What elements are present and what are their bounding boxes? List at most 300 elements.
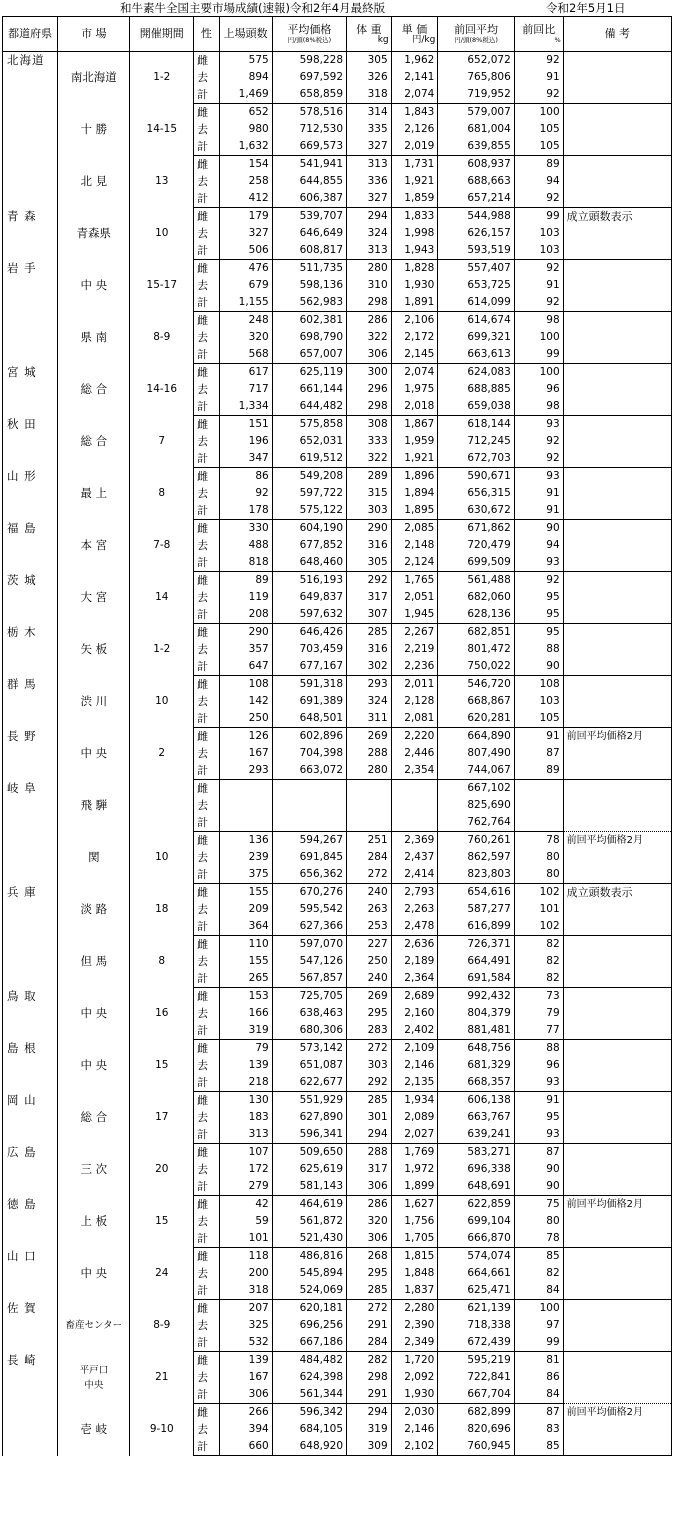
avg-price-cell: 604,190: [272, 520, 346, 538]
weight-cell: 294: [347, 1126, 392, 1144]
market-name: 大 宮: [58, 572, 130, 624]
sex-label: 去: [194, 1109, 219, 1126]
prefecture-name: 山 口: [3, 1248, 58, 1300]
weight-cell: 268: [347, 1248, 392, 1266]
unit-price-cell: 2,145: [391, 346, 438, 364]
avg-price-cell: 547,126: [272, 953, 346, 970]
table-row: [3, 572, 672, 590]
prev-avg-cell: 682,060: [438, 589, 514, 606]
weight-cell: 309: [347, 1438, 392, 1456]
unit-price-cell: [391, 780, 438, 798]
sex-label: 去: [194, 1421, 219, 1438]
unit-price-cell: 2,402: [391, 1022, 438, 1040]
avg-price-cell: 667,186: [272, 1334, 346, 1352]
avg-price-cell: 619,512: [272, 450, 346, 468]
prev-avg-cell: 654,616: [438, 884, 514, 902]
weight-cell: 333: [347, 433, 392, 450]
table-row: [3, 1092, 672, 1110]
unit-price-cell: 1,962: [391, 52, 438, 70]
prev-avg-cell: 691,584: [438, 970, 514, 988]
market-name: 平戸口 中央: [58, 1352, 130, 1404]
avg-price-cell: 652,031: [272, 433, 346, 450]
heads-cell: [219, 797, 272, 814]
avg-price-cell: 561,872: [272, 1213, 346, 1230]
sex-label: 計: [194, 1022, 219, 1040]
market-period: 1-2: [130, 52, 194, 104]
prefecture-name: 茨 城: [3, 572, 58, 624]
weight-cell: 318: [347, 86, 392, 104]
remarks-cell: [563, 1005, 671, 1022]
remarks-cell: [563, 1126, 671, 1144]
remarks-cell: [563, 953, 671, 970]
avg-price-cell: 545,894: [272, 1265, 346, 1282]
market-period: 8: [130, 468, 194, 520]
sex-label: 計: [194, 1178, 219, 1196]
prev-avg-cell: 720,479: [438, 537, 514, 554]
unit-price-cell: [391, 797, 438, 814]
market-name: 飛 騨: [58, 780, 130, 832]
sex-label: 計: [194, 866, 219, 884]
prev-avg-cell: 762,764: [438, 814, 514, 832]
market-name: 淡 路: [58, 884, 130, 936]
prev-avg-cell: 688,663: [438, 173, 514, 190]
prev-avg-cell: 593,519: [438, 242, 514, 260]
remarks-cell: [563, 710, 671, 728]
unit-price-cell: 2,793: [391, 884, 438, 902]
unit-price-cell: 2,019: [391, 138, 438, 156]
ratio-cell: 90: [514, 520, 563, 538]
sex-label: 雌: [194, 364, 219, 382]
ratio-cell: 92: [514, 572, 563, 590]
market-period: 20: [130, 1144, 194, 1196]
ratio-cell: 100: [514, 329, 563, 346]
unit-price-cell: 1,828: [391, 260, 438, 278]
weight-cell: 298: [347, 294, 392, 312]
prev-avg-cell: 681,329: [438, 1057, 514, 1074]
avg-price-label: 平均価格: [287, 23, 332, 36]
prefecture-name: 岐 阜: [3, 780, 58, 884]
prev-avg-cell: 657,214: [438, 190, 514, 208]
unit-price-label: 単 価: [401, 23, 428, 36]
col-header-sex: 性: [194, 17, 219, 52]
col-header-prev-avg: [438, 17, 514, 52]
avg-price-cell: 581,143: [272, 1178, 346, 1196]
heads-cell: 183: [219, 1109, 272, 1126]
weight-cell: 298: [347, 398, 392, 416]
remarks-cell: [563, 1144, 671, 1162]
remarks-cell: [563, 866, 671, 884]
heads-cell: 136: [219, 832, 272, 850]
sex-label: 雌: [194, 1404, 219, 1422]
avg-price-cell: 712,530: [272, 121, 346, 138]
ratio-cell: 93: [514, 1126, 563, 1144]
table-row: [3, 156, 672, 174]
market-name: 青森県: [58, 208, 130, 260]
weight-cell: 319: [347, 1421, 392, 1438]
heads-cell: 1,632: [219, 138, 272, 156]
ratio-cell: 80: [514, 1213, 563, 1230]
weight-label: 体 重: [356, 23, 382, 36]
ratio-cell: 97: [514, 1317, 563, 1334]
avg-price-cell: 516,193: [272, 572, 346, 590]
remarks-cell: [563, 173, 671, 190]
table-row: [3, 520, 672, 538]
unit-price-cell: 1,895: [391, 502, 438, 520]
sex-label: 去: [194, 1213, 219, 1230]
remarks-cell: [563, 277, 671, 294]
ratio-cell: 91: [514, 69, 563, 86]
table-row: [3, 468, 672, 486]
market-period: 7-8: [130, 520, 194, 572]
weight-cell: 313: [347, 156, 392, 174]
market-period: 1-2: [130, 624, 194, 676]
weight-cell: 320: [347, 1213, 392, 1230]
market-period: 14: [130, 572, 194, 624]
ratio-cell: 75: [514, 1196, 563, 1214]
prev-avg-cell: 668,357: [438, 1074, 514, 1092]
avg-price-cell: 680,306: [272, 1022, 346, 1040]
ratio-cell: 99: [514, 208, 563, 226]
prev-avg-cell: 807,490: [438, 745, 514, 762]
heads-cell: 151: [219, 416, 272, 434]
remarks-cell: [563, 381, 671, 398]
prev-avg-cell: 664,890: [438, 728, 514, 746]
unit-price-cell: 1,975: [391, 381, 438, 398]
market-name: 三 次: [58, 1144, 130, 1196]
sex-label: 去: [194, 69, 219, 86]
weight-cell: 292: [347, 1074, 392, 1092]
avg-price-cell: 578,516: [272, 104, 346, 122]
remarks-cell: [563, 1334, 671, 1352]
table-row: [3, 208, 672, 226]
heads-cell: 617: [219, 364, 272, 382]
sex-label: 去: [194, 1005, 219, 1022]
heads-cell: 319: [219, 1022, 272, 1040]
weight-cell: 240: [347, 884, 392, 902]
remarks-cell: [563, 121, 671, 138]
ratio-cell: 100: [514, 104, 563, 122]
unit-price-cell: 1,896: [391, 468, 438, 486]
page-title: 和牛素牛全国主要市場成績(速報)令和2年4月最終版: [120, 1, 386, 15]
ratio-cell: 85: [514, 1438, 563, 1456]
weight-cell: 272: [347, 866, 392, 884]
prev-avg-cell: 579,007: [438, 104, 514, 122]
weight-cell: 295: [347, 1005, 392, 1022]
market-name: 中 央: [58, 988, 130, 1040]
table-row: [3, 1404, 672, 1422]
weight-cell: 283: [347, 1022, 392, 1040]
market-period: 8-9: [130, 1300, 194, 1352]
ratio-cell: 99: [514, 346, 563, 364]
remarks-cell: [563, 190, 671, 208]
weight-cell: 294: [347, 1404, 392, 1422]
prev-avg-label: 前回平均: [454, 23, 499, 36]
ratio-cell: 102: [514, 918, 563, 936]
remarks-cell: [563, 450, 671, 468]
sex-label: 雌: [194, 728, 219, 746]
market-name: 渋 川: [58, 676, 130, 728]
header: [0, 0, 675, 16]
unit-price-cell: 1,859: [391, 190, 438, 208]
market-name: 中 央: [58, 728, 130, 780]
unit-price-cell: 2,146: [391, 1057, 438, 1074]
weight-cell: 308: [347, 416, 392, 434]
unit-price-cell: 1,837: [391, 1282, 438, 1300]
weight-cell: 288: [347, 745, 392, 762]
table-row: [3, 364, 672, 382]
remarks-cell: [563, 468, 671, 486]
sex-label: 計: [194, 970, 219, 988]
remarks-cell: [563, 1057, 671, 1074]
ratio-cell: [514, 797, 563, 814]
sex-label: 計: [194, 1282, 219, 1300]
market-period: 15: [130, 1040, 194, 1092]
ratio-cell: 94: [514, 537, 563, 554]
remarks-cell: [563, 676, 671, 694]
weight-cell: 324: [347, 693, 392, 710]
prev-avg-cell: 760,261: [438, 832, 514, 850]
unit-price-cell: 1,731: [391, 156, 438, 174]
avg-price-cell: 627,366: [272, 918, 346, 936]
sex-label: 雌: [194, 780, 219, 798]
heads-cell: 330: [219, 520, 272, 538]
prev-avg-cell: 639,241: [438, 1126, 514, 1144]
remarks-cell: 前回平均価格2月: [563, 832, 671, 850]
weight-cell: 293: [347, 676, 392, 694]
heads-cell: 306: [219, 1386, 272, 1404]
weight-cell: 296: [347, 381, 392, 398]
remarks-cell: [563, 312, 671, 330]
heads-cell: 250: [219, 710, 272, 728]
remarks-cell: [563, 1109, 671, 1126]
prev-avg-cell: 744,067: [438, 762, 514, 780]
ratio-cell: 95: [514, 606, 563, 624]
weight-cell: 300: [347, 364, 392, 382]
weight-cell: 285: [347, 1092, 392, 1110]
prev-avg-cell: 682,851: [438, 624, 514, 642]
remarks-cell: [563, 970, 671, 988]
ratio-cell: 80: [514, 849, 563, 866]
heads-cell: 412: [219, 190, 272, 208]
table-body: [3, 52, 672, 1456]
unit-price-cell: 1,720: [391, 1352, 438, 1370]
sex-label: 計: [194, 1230, 219, 1248]
remarks-cell: [563, 294, 671, 312]
avg-price-cell: 677,167: [272, 658, 346, 676]
prev-avg-cell: 862,597: [438, 849, 514, 866]
heads-cell: [219, 814, 272, 832]
remarks-cell: [563, 1213, 671, 1230]
avg-price-cell: 697,592: [272, 69, 346, 86]
ratio-cell: 105: [514, 121, 563, 138]
sex-label: 雌: [194, 884, 219, 902]
prev-avg-cell: 621,139: [438, 1300, 514, 1318]
market-period: 7: [130, 416, 194, 468]
ratio-cell: 94: [514, 173, 563, 190]
sex-label: 去: [194, 537, 219, 554]
prev-avg-cell: 653,725: [438, 277, 514, 294]
heads-cell: 568: [219, 346, 272, 364]
unit-price-cell: 2,109: [391, 1040, 438, 1058]
unit-price-cell: 1,943: [391, 242, 438, 260]
sex-label: 雌: [194, 572, 219, 590]
unit-price-cell: 2,160: [391, 1005, 438, 1022]
weight-cell: 302: [347, 658, 392, 676]
unit-price-cell: 1,921: [391, 450, 438, 468]
heads-cell: 196: [219, 433, 272, 450]
prev-avg-cell: 722,841: [438, 1369, 514, 1386]
remarks-cell: [563, 502, 671, 520]
weight-cell: [347, 780, 392, 798]
remarks-cell: [563, 589, 671, 606]
prefecture-name: 岡 山: [3, 1092, 58, 1144]
weight-cell: 305: [347, 52, 392, 70]
ratio-cell: 82: [514, 953, 563, 970]
heads-cell: 818: [219, 554, 272, 572]
ratio-cell: 88: [514, 1040, 563, 1058]
sex-label: 去: [194, 433, 219, 450]
ratio-cell: 85: [514, 1248, 563, 1266]
market-name: 県 南: [58, 312, 130, 364]
heads-cell: 506: [219, 242, 272, 260]
prev-avg-cell: 663,613: [438, 346, 514, 364]
heads-cell: 347: [219, 450, 272, 468]
weight-cell: 303: [347, 1057, 392, 1074]
prev-avg-cell: 587,277: [438, 901, 514, 918]
report-date: 令和2年5月1日: [546, 1, 626, 15]
weight-cell: 291: [347, 1317, 392, 1334]
prev-avg-cell: 672,703: [438, 450, 514, 468]
remarks-cell: [563, 225, 671, 242]
ratio-cell: 103: [514, 225, 563, 242]
avg-price-cell: 567,857: [272, 970, 346, 988]
ratio-cell: 77: [514, 1022, 563, 1040]
market-period: 10: [130, 208, 194, 260]
market-period: 9-10: [130, 1404, 194, 1456]
ratio-cell: 83: [514, 1421, 563, 1438]
weight-cell: 290: [347, 520, 392, 538]
ratio-cell: 91: [514, 277, 563, 294]
sex-label: 計: [194, 242, 219, 260]
avg-price-cell: 598,228: [272, 52, 346, 70]
weight-cell: 269: [347, 988, 392, 1006]
heads-cell: 208: [219, 606, 272, 624]
remarks-cell: [563, 1022, 671, 1040]
market-name: 畜産センター: [58, 1300, 130, 1352]
heads-cell: 1,334: [219, 398, 272, 416]
remarks-cell: [563, 1282, 671, 1300]
prev-avg-cell: 696,338: [438, 1161, 514, 1178]
table-row: [3, 1248, 672, 1266]
table-row: [3, 52, 672, 70]
weight-cell: 306: [347, 1178, 392, 1196]
heads-cell: 218: [219, 1074, 272, 1092]
heads-cell: 86: [219, 468, 272, 486]
sex-label: 雌: [194, 1144, 219, 1162]
market-period: 21: [130, 1352, 194, 1404]
avg-price-cell: 521,430: [272, 1230, 346, 1248]
unit-price-cell: 2,074: [391, 86, 438, 104]
weight-cell: 317: [347, 1161, 392, 1178]
avg-price-cell: 657,007: [272, 346, 346, 364]
prev-avg-cell: 682,899: [438, 1404, 514, 1422]
ratio-cell: 101: [514, 901, 563, 918]
prev-avg-cell: 544,988: [438, 208, 514, 226]
remarks-cell: [563, 572, 671, 590]
remarks-cell: [563, 485, 671, 502]
market-period: 14-15: [130, 104, 194, 156]
remarks-cell: [563, 537, 671, 554]
prev-avg-cell: 801,472: [438, 641, 514, 658]
avg-price-cell: 484,482: [272, 1352, 346, 1370]
prev-avg-cell: 590,671: [438, 468, 514, 486]
weight-cell: 227: [347, 936, 392, 954]
ratio-cell: 95: [514, 624, 563, 642]
prev-avg-cell: 618,144: [438, 416, 514, 434]
prev-avg-cell: 667,102: [438, 780, 514, 798]
weight-cell: 307: [347, 606, 392, 624]
avg-price-cell: 575,122: [272, 502, 346, 520]
ratio-cell: 73: [514, 988, 563, 1006]
heads-cell: 290: [219, 624, 272, 642]
avg-price-cell: 625,619: [272, 1161, 346, 1178]
unit-price-cell: 1,891: [391, 294, 438, 312]
weight-cell: 298: [347, 1369, 392, 1386]
avg-price-cell: 644,855: [272, 173, 346, 190]
ratio-cell: 87: [514, 745, 563, 762]
ratio-cell: 93: [514, 416, 563, 434]
market-period: 8-9: [130, 312, 194, 364]
sex-label: 計: [194, 1386, 219, 1404]
remarks-cell: 前回平均価格2月: [563, 728, 671, 746]
unit-price-cell: 2,051: [391, 589, 438, 606]
table-row: [3, 416, 672, 434]
ratio-cell: 105: [514, 138, 563, 156]
remarks-cell: [563, 1438, 671, 1456]
market-period: 10: [130, 676, 194, 728]
ratio-cell: 98: [514, 398, 563, 416]
heads-cell: 110: [219, 936, 272, 954]
sex-label: 雌: [194, 312, 219, 330]
avg-price-cell: 644,482: [272, 398, 346, 416]
unit-price-cell: 1,945: [391, 606, 438, 624]
avg-price-cell: 622,677: [272, 1074, 346, 1092]
col-header-ratio: [514, 17, 563, 52]
sex-label: 雌: [194, 832, 219, 850]
avg-price-cell: 670,276: [272, 884, 346, 902]
remarks-cell: 前回平均価格2月: [563, 1196, 671, 1214]
col-header-unit-price: [391, 17, 438, 52]
remarks-cell: [563, 624, 671, 642]
prev-avg-cell: 765,806: [438, 69, 514, 86]
avg-price-cell: 606,387: [272, 190, 346, 208]
avg-price-cell: 677,852: [272, 537, 346, 554]
sex-label: 去: [194, 797, 219, 814]
sex-label: 去: [194, 381, 219, 398]
weight-cell: 284: [347, 849, 392, 866]
prev-avg-cell: 804,379: [438, 1005, 514, 1022]
heads-cell: 980: [219, 121, 272, 138]
unit-price-cell: 2,018: [391, 398, 438, 416]
ratio-cell: 88: [514, 641, 563, 658]
weight-cell: 327: [347, 138, 392, 156]
avg-price-cell: 573,142: [272, 1040, 346, 1058]
avg-price-cell: 597,722: [272, 485, 346, 502]
prefecture-name: 長 野: [3, 728, 58, 780]
ratio-cell: 79: [514, 1005, 563, 1022]
sex-label: 去: [194, 953, 219, 970]
avg-price-cell: 684,105: [272, 1421, 346, 1438]
